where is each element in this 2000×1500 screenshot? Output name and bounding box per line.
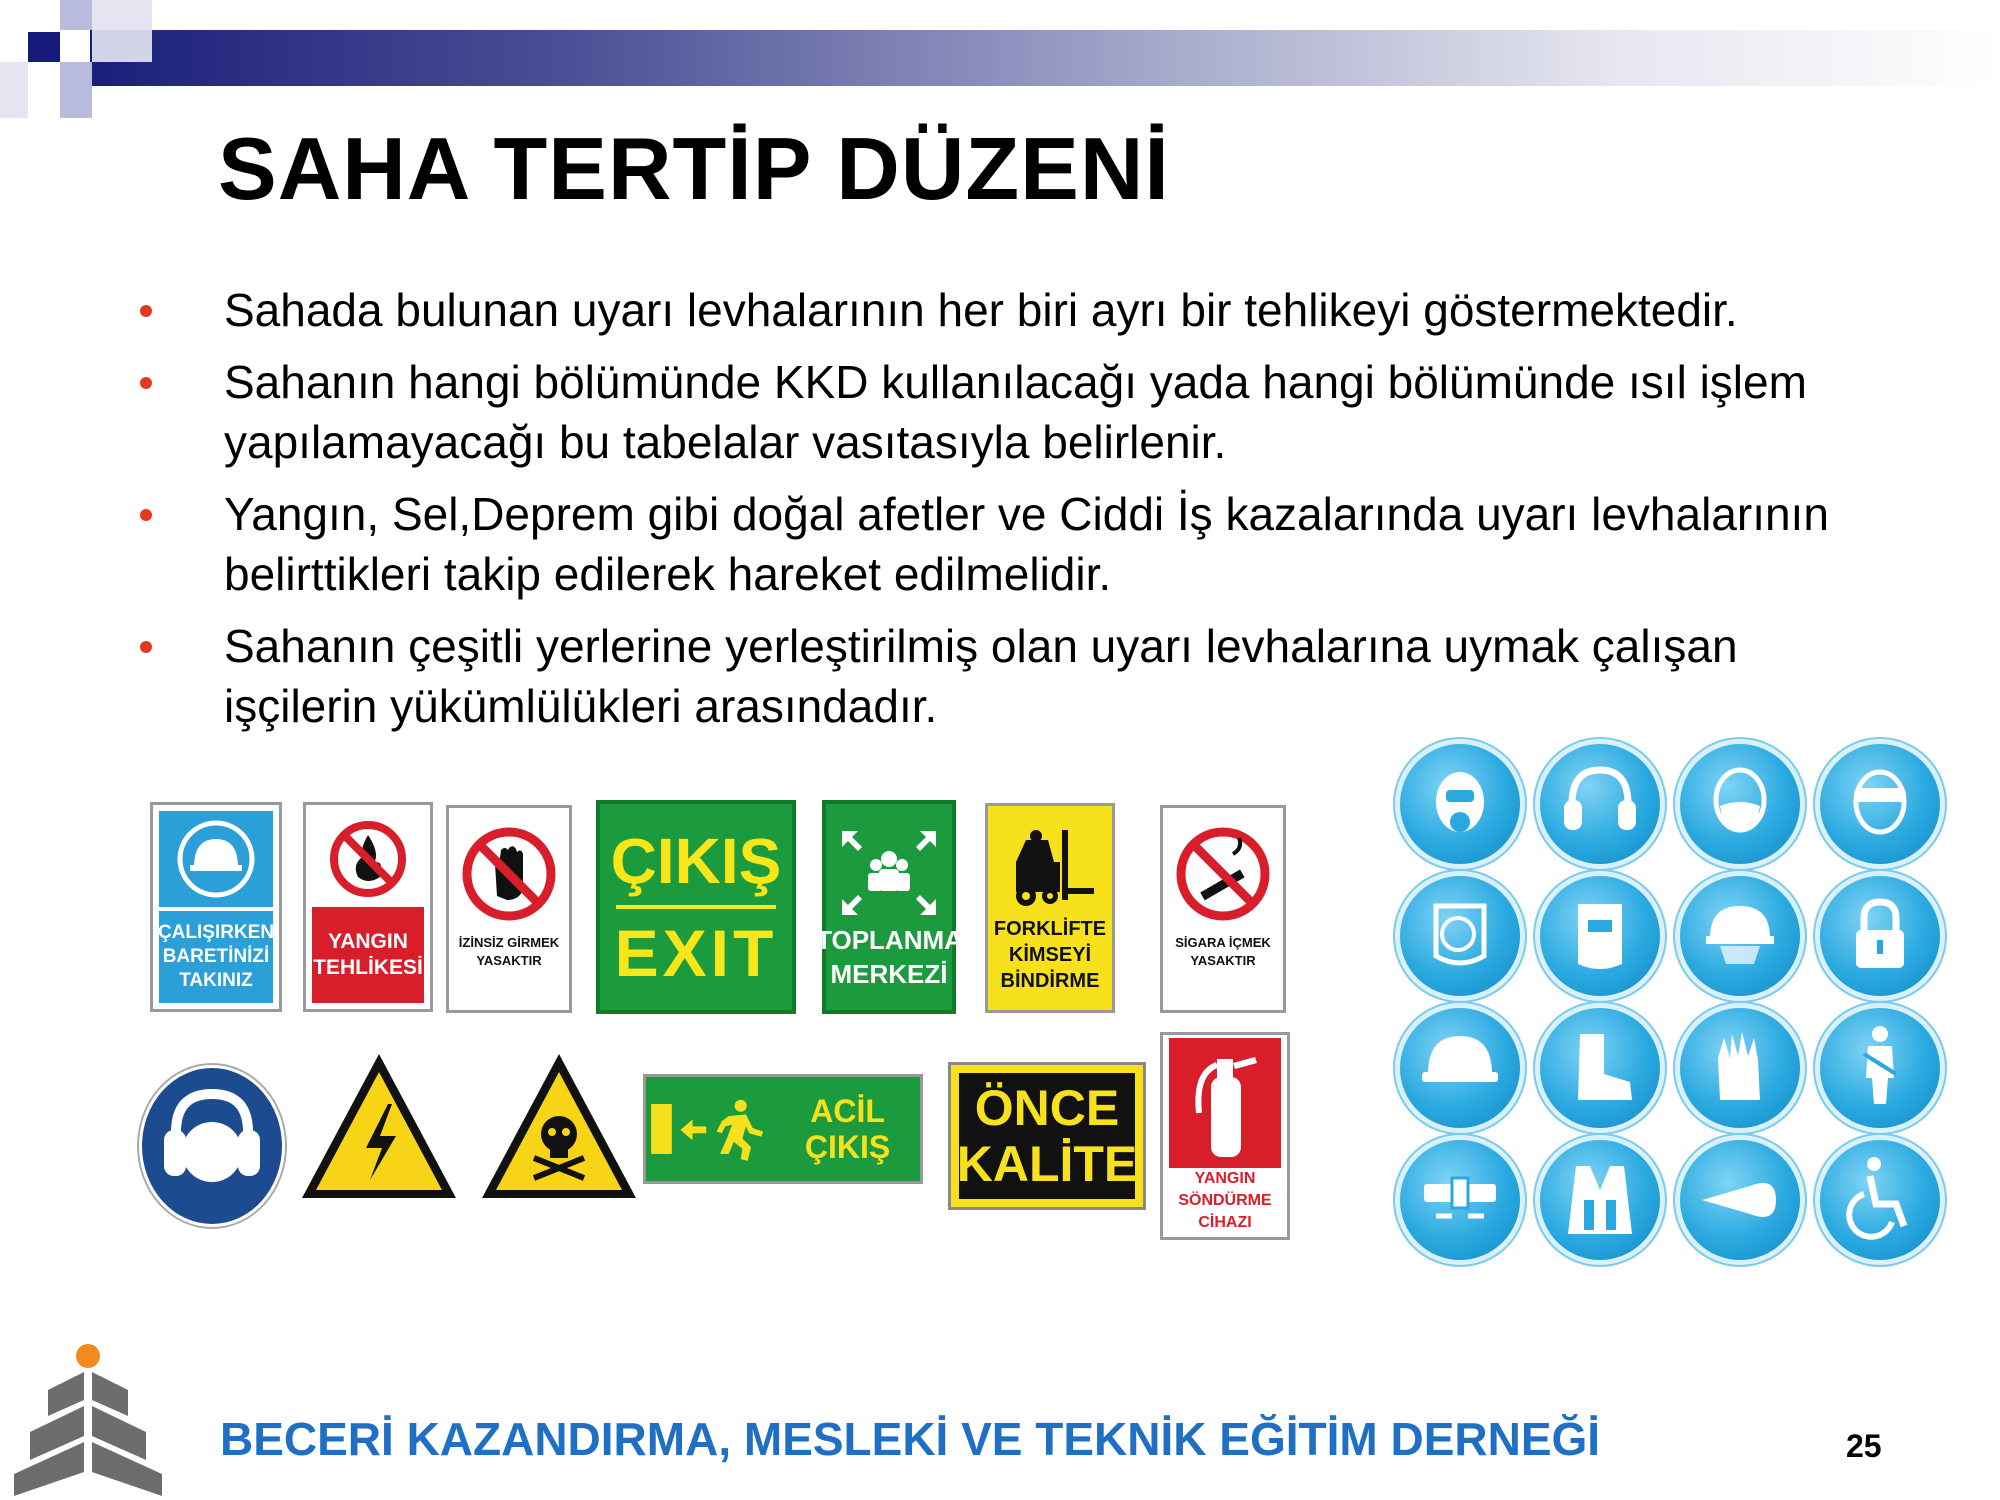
ppe-circle bbox=[1680, 876, 1800, 996]
toxic-hazard-sign bbox=[476, 1048, 642, 1208]
fire-extinguisher-icon bbox=[1185, 1043, 1265, 1163]
header-square-mid bbox=[60, 62, 92, 118]
seatbelt-icon bbox=[1400, 1140, 1520, 1260]
helmet-sign-text: ÇALIŞIRKEN BARETİNİZİ TAKINIZ bbox=[159, 907, 273, 1003]
bullet-text: Sahada bulunan uyarı levhalarının her biri ayrı bir tehlikeyi göstermektedir. bbox=[224, 284, 1738, 336]
dust-mask-icon bbox=[1680, 744, 1800, 864]
ppe-circle bbox=[1540, 1008, 1660, 1128]
no-entry-sign bbox=[446, 805, 572, 1013]
forklift-text: FORKLİFTE KİMSEYİ BİNDİRME bbox=[993, 918, 1107, 992]
ppe-circle bbox=[1540, 1140, 1660, 1260]
helmet-sign bbox=[150, 802, 282, 1012]
harness-icon bbox=[1820, 1008, 1940, 1128]
no-fire-icon bbox=[328, 819, 408, 899]
fire-hazard-text: YANGIN TEHLİKESİ bbox=[312, 907, 424, 1003]
ear-protection-sign bbox=[136, 1062, 288, 1230]
bullet-text: Yangın, Sel,Deprem gibi doğal afetler ve Ciddi İş kazalarında uyarı levhalarının belirttikleri takip edilerek hareket edilmelidir. bbox=[224, 488, 1829, 600]
ppe-circle bbox=[1400, 1140, 1520, 1260]
bullet-item bbox=[140, 280, 1900, 340]
ppe-circle bbox=[1400, 876, 1520, 996]
slide-title: SAHA TERTİP DÜZENİ bbox=[218, 119, 1170, 218]
bullet-dot bbox=[140, 377, 152, 389]
assembly-point-icon bbox=[834, 823, 944, 923]
safety-glasses-icon bbox=[1820, 744, 1940, 864]
ppe-circle bbox=[1820, 876, 1940, 996]
ppe-circle bbox=[1400, 1008, 1520, 1128]
hard-hat-icon bbox=[1400, 1008, 1520, 1128]
no-smoking-icon bbox=[1173, 824, 1273, 924]
ppe-circle bbox=[1820, 744, 1940, 864]
stop-hand-icon bbox=[459, 824, 559, 924]
gloves-icon bbox=[1680, 1008, 1800, 1128]
ppe-circle bbox=[1540, 876, 1660, 996]
no-entry-text: İZİNSİZ GİRMEK YASAKTIR bbox=[458, 935, 560, 968]
ppe-circle bbox=[1400, 744, 1520, 864]
footer-organization-name: BECERİ KAZANDIRMA, MESLEKİ VE TEKNİK EĞİTİM DERNEĞİ bbox=[220, 1413, 1601, 1465]
fire-extinguisher-text: YANGIN SÖNDÜRME CİHAZI bbox=[1178, 1170, 1272, 1231]
header-square-light bbox=[92, 30, 152, 62]
ppe-circle bbox=[1680, 744, 1800, 864]
bullet-text: Sahanın hangi bölümünde KKD kullanılacağı yada hangi bölümünde ısıl işlem yapılamayacağı bu tabelalar vasıtasıyla belirlenir. bbox=[224, 356, 1807, 468]
hard-hat-visor-icon bbox=[1680, 876, 1800, 996]
page-number: 25 bbox=[1846, 1428, 1882, 1464]
bullet-item bbox=[140, 616, 1900, 736]
exit-sign-top-text: ÇIKIŞ bbox=[610, 825, 782, 897]
skull-crossbones-icon bbox=[476, 1048, 642, 1208]
exit-sign-divider bbox=[616, 905, 776, 909]
bullet-item bbox=[140, 352, 1900, 472]
fire-hazard-sign bbox=[303, 802, 433, 1012]
electric-hazard-sign bbox=[296, 1048, 462, 1208]
gas-mask-icon bbox=[1400, 744, 1520, 864]
assembly-point-text: TOPLANMA MERKEZİ bbox=[816, 925, 963, 989]
header-square-light bbox=[60, 0, 92, 30]
bullet-dot bbox=[140, 641, 152, 653]
bullet-text: Sahanın çeşitli yerlerine yerleştirilmiş olan uyarı levhalarına uymak çalışan işçilerin yükümlülükleri arasındadır. bbox=[224, 620, 1738, 732]
welding-mask-icon bbox=[1540, 876, 1660, 996]
bullet-dot bbox=[140, 509, 152, 521]
running-man-exit-icon bbox=[646, 1084, 775, 1174]
wheelchair-icon bbox=[1820, 1140, 1940, 1260]
bullet-dot bbox=[140, 305, 152, 317]
no-smoking-sign bbox=[1160, 805, 1286, 1013]
bullet-list bbox=[140, 280, 1900, 748]
emergency-exit-sign bbox=[643, 1074, 923, 1184]
no-smoking-text: SİGARA İÇMEK YASAKTIR bbox=[1175, 935, 1271, 968]
emergency-exit-text: ACİL ÇIKIŞ bbox=[804, 1093, 891, 1165]
quality-first-sign bbox=[948, 1062, 1146, 1210]
safety-vest-icon bbox=[1540, 1140, 1660, 1260]
face-shield-icon bbox=[1400, 876, 1520, 996]
safety-boot-icon bbox=[1540, 1008, 1660, 1128]
ppe-circle bbox=[1680, 1140, 1800, 1260]
exit-sign-bottom-text: EXIT bbox=[614, 916, 778, 990]
organization-logo bbox=[8, 1342, 168, 1498]
assembly-point-sign bbox=[816, 800, 963, 1014]
quality-first-bottom-text: KALİTE bbox=[956, 1136, 1138, 1192]
forklift-icon bbox=[1000, 822, 1100, 916]
exit-sign bbox=[596, 800, 796, 1014]
ear-muffs-icon bbox=[136, 1062, 288, 1230]
forklift-sign bbox=[985, 803, 1115, 1013]
header-square-light bbox=[0, 62, 28, 118]
ppe-circle bbox=[1680, 1008, 1800, 1128]
lightning-bolt-icon bbox=[296, 1048, 462, 1208]
fire-extinguisher-sign bbox=[1160, 1032, 1290, 1240]
header-square-light bbox=[92, 0, 152, 30]
quality-first-top-text: ÖNCE bbox=[974, 1080, 1120, 1136]
horn-icon bbox=[1680, 1140, 1800, 1260]
helmet-icon bbox=[176, 819, 256, 899]
ppe-circle bbox=[1540, 744, 1660, 864]
ppe-circle bbox=[1820, 1140, 1940, 1260]
ear-muffs-icon bbox=[1540, 744, 1660, 864]
padlock-icon bbox=[1820, 876, 1940, 996]
bullet-item bbox=[140, 484, 1900, 604]
header-square-dark bbox=[28, 32, 60, 62]
ppe-circle bbox=[1820, 1008, 1940, 1128]
header-gradient-bar bbox=[90, 30, 2000, 86]
